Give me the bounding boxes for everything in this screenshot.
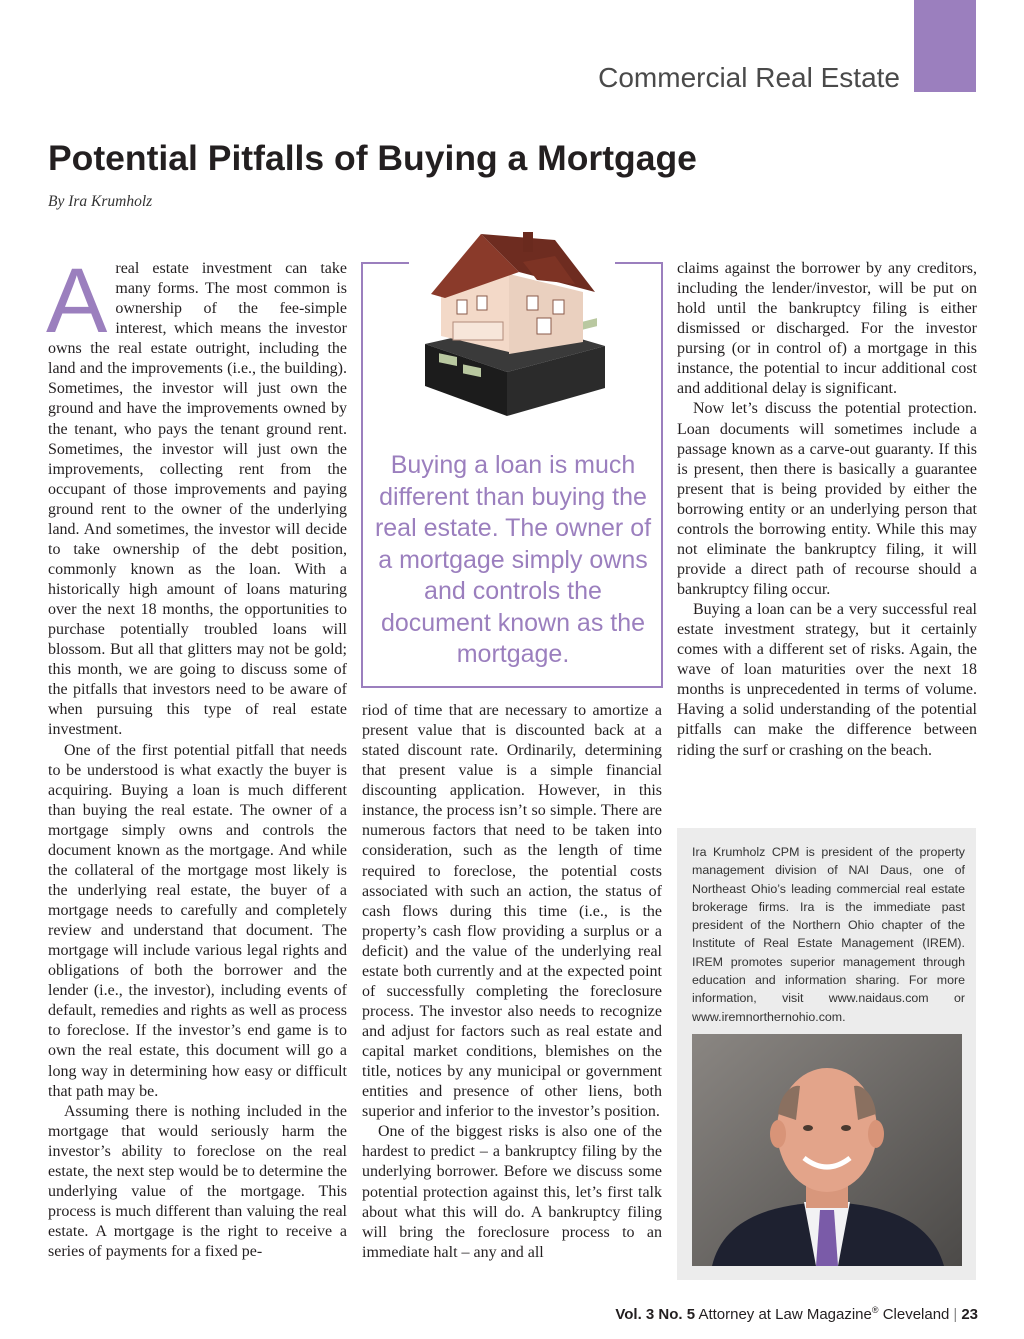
article-column-3 [677,259,977,761]
pull-quote: Buying a loan is much different than buying the real estate. The owner of a mortgage simply owns and controls the document known as the mortgage. [374,451,652,668]
issue-volume: Vol. 3 No. 5 [615,1306,696,1323]
page-footer [615,1305,978,1323]
paragraph: Assuming there is nothing included in the mortgage that would seriously harm the investor’s ability to foreclose on the real estate, the next step would be to determine the underlying value of the mortgage. This process is much different than valuing the real estate. A mortgage is the right to receive a series of payments for a fixed pe- [48,1102,347,1261]
drop-cap: A [46,250,108,352]
magazine-name: Attorney at Law Magazine [698,1306,872,1323]
house-on-money-illustration [405,226,625,422]
paragraph: Now let’s discuss the potential protection. Loan documents will sometimes include a passage known as a carve-out guaranty. If this is present, then there is basically a guarantee present that is being provided by either the borrowing entity or an underlying person that controls the borrowing entity. While this may not eliminate the bankruptcy filing, it will provide a direct path of recourse should a bankruptcy filing occur. [677,400,977,598]
paragraph: One of the biggest risks is also one of the hardest to predict – a bankruptcy filing by the underlying borrower. Before we discuss some potential protection against this, let’s first talk about what this will do. A bankruptcy filing will bring the foreclosure process to an immediate halt – any and all [362,1123,662,1261]
paragraph [46,250,347,741]
article-byline: By Ira Krumholz [48,193,153,210]
article-title: Potential Pitfalls of Buying a Mortgage [48,138,697,178]
magazine-city: Cleveland [882,1306,950,1323]
footer-separator: | [953,1306,958,1323]
author-bio: Ira Krumholz CPM is president of the property management division of NAI Daus, one of Northeast Ohio’s leading commercial real estate brokerage firms. Ira is the immediate past president of the Northern Ohio chapter of the Institute of Real Estate Management (IREM). IREM promotes superior management through education and information sharing. For more information, visit www.naidaus.com or www.iremnorthernohio.com. [692,845,965,1024]
paragraph-text: real estate investment can take many forms. The most common is ownership of the fee-simple interest, which means the investor owns the real estate outright, including the land and the improvements (i.e., the building). Sometimes, the investor will just own the ground and have the improvements owned by the tenant, who pays the tenant ground rent. Sometimes, the investor will just own the improvements, collecting rent from the occupant of those improvements and paying ground rent to the owner of the underlying land. And sometimes, the investor will decide to take ownership of the debt position, commonly known as the loan. With a historically high amount of loans maturing over the next 18 months, the opportunities to purchase potentially troubled loans will blossom. But all that glitters may not be gold; this month, we are going to discuss some of the pitfalls that investors need to be aware of when pursuing this type of real estate investment. [48,260,347,739]
paragraph: Buying a loan can be a very successful real estate investment strategy, but it certainly comes with a different set of risks. Again, the wave of loan maturities over the next 18 months is unprecedented in terms of volume. Having a solid understanding of the potential pitfalls can make the difference between riding the surf or crashing on the beach. [677,601,977,759]
article-column-2 [362,701,662,1263]
page-number: 23 [961,1306,978,1323]
paragraph: claims against the borrower by any creditors, including the lender/investor, will be put on hold until the bankruptcy filing is either dismissed or discharged. For the investor pursing (or in control of) a mortgage in this instance, the potential to incur additional cost and additional delay is significant. [677,260,977,398]
paragraph: riod of time that are necessary to amortize a present value that is discounted back at a stated discount rate. Ordinarily, determining that present value is a simple financial discounting application. However, in this instance, the process isn’t so simple. There are numerous factors that need to be taken into consideration, such as the length of time required to foreclose, the potential costs associated with such an action, the status of cash flows during this time (i.e., is the property’s cash flow providing a surplus or a deficit) and the value of the underlying real estate both currently and at the expected point of successfully completing the foreclosure process. The investor also needs to recognize and adjust for factors such as real estate and capital market conditions, blemishes on the title, notices by any municipal or government entities and presence of other liens, both superior and inferior to the investor’s position. [362,702,662,1121]
section-label: Commercial Real Estate [598,62,900,93]
paragraph: One of the first potential pitfall that needs to be understood is what exactly the buyer is acquiring. Buying a loan is much different than buying the real estate. The owner of a mortgage simply owns and controls the document known as the mortgage. And while the collateral of the mortgage most likely is the underlying real estate, the buyer of a mortgage needs to carefully and completely review and understand that document. The mortgage will include various legal rights and obligations of both the borrower and the lender (i.e., the investor), including events of default, remedies and rights as well as process to foreclose. If the investor’s end game is to own the real estate, this document will go a long way in determining how easy or difficult that path may be. [48,741,347,1100]
registered-mark: ® [871,1305,879,1315]
header-accent-bar [914,0,976,92]
author-photo [692,1034,962,1266]
article-column-1 [46,250,347,1262]
